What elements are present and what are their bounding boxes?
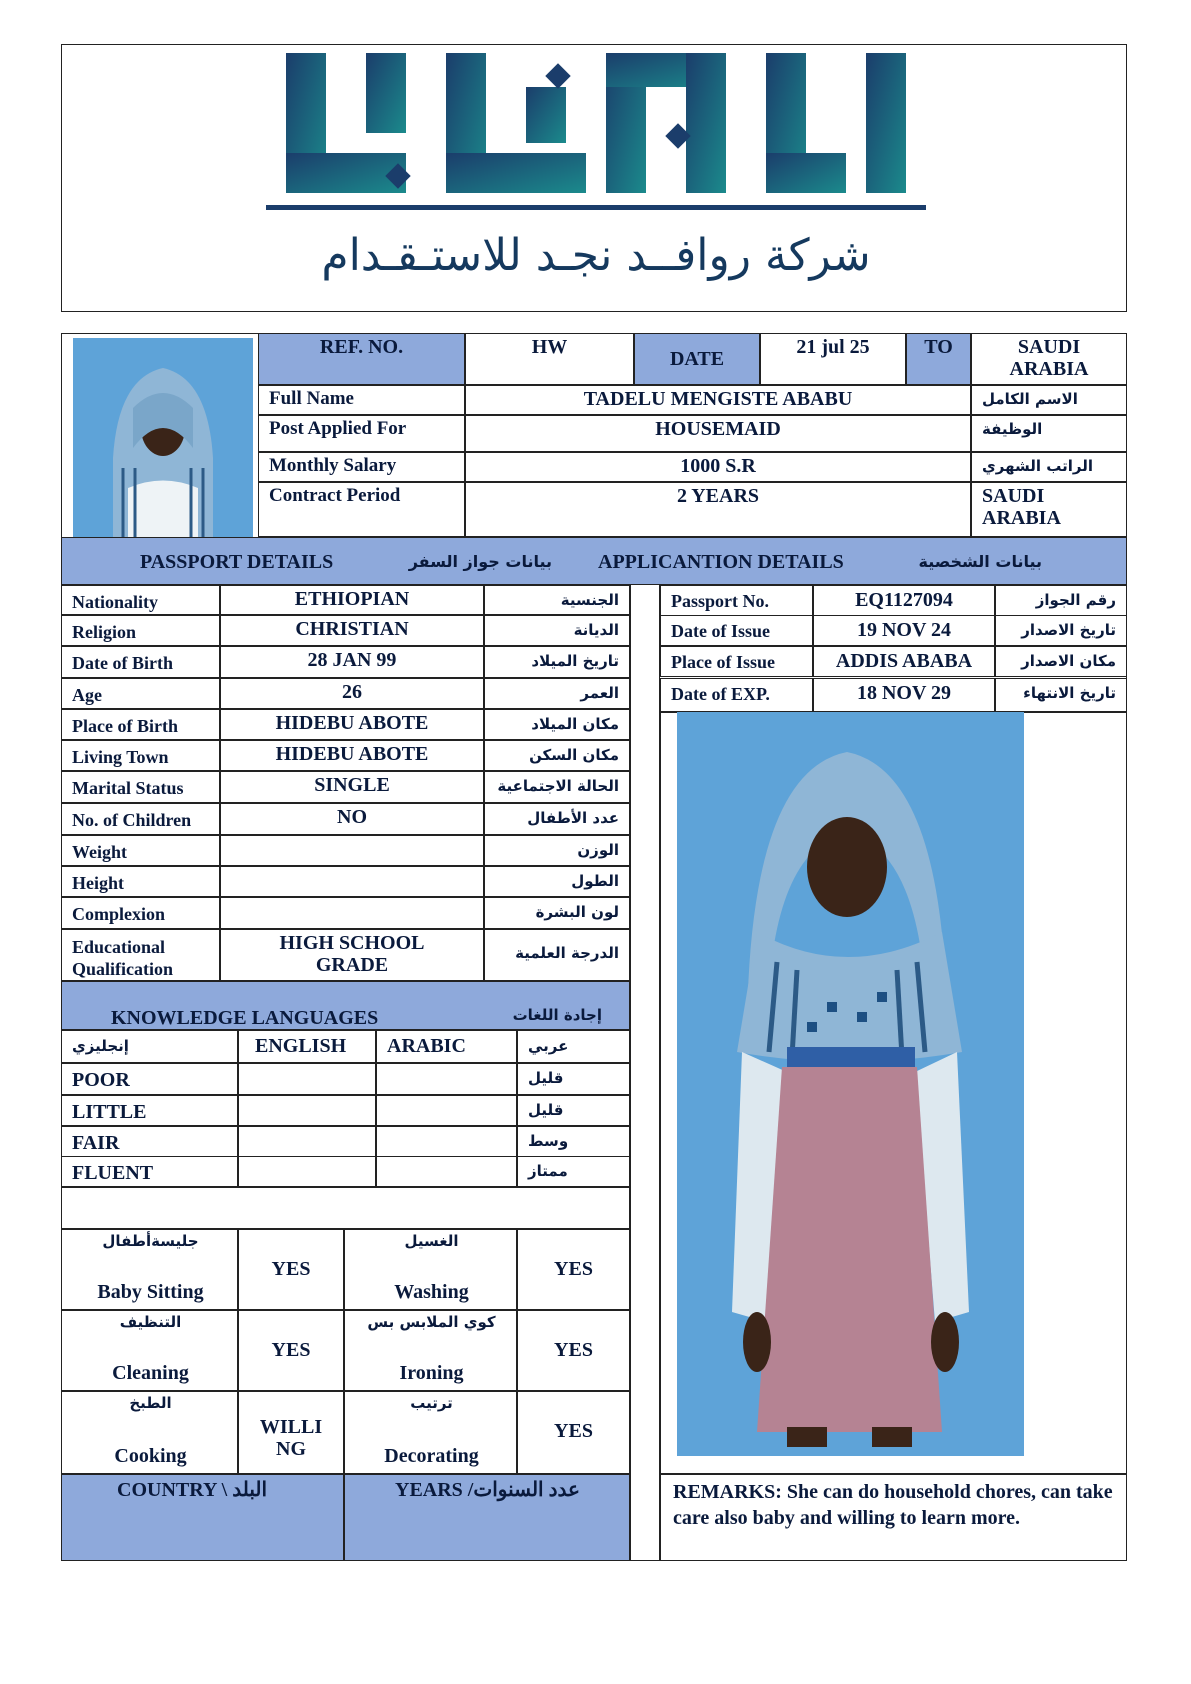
ref-no-label: REF. NO. [258, 333, 465, 385]
personal-label-ar: لون البشرة [484, 897, 630, 929]
personal-label-ar: تاريخ الميلاد [484, 646, 630, 678]
skill-name-ar: كوي الملابس بس [367, 1313, 496, 1331]
languages-title: KNOWLEDGE LANGUAGES [111, 1007, 379, 1029]
languages-heading [61, 981, 630, 1030]
lang-english-cell [238, 1063, 376, 1095]
summary-label-ar: الوظيفة [971, 415, 1127, 452]
application-details-heading: APPLICANTION DETAILS [598, 551, 844, 573]
lang-head-ar-left: إنجليزي [61, 1030, 238, 1063]
lang-arabic-cell [376, 1126, 517, 1157]
personal-value: 26 [220, 678, 484, 709]
personal-value: HIDEBU ABOTE [220, 709, 484, 740]
date-value: 21 jul 25 [760, 333, 906, 385]
personal-label: Place of Birth [61, 709, 220, 740]
personal-label: Religion [61, 615, 220, 646]
personal-label: No. of Children [61, 803, 220, 835]
lang-level-ar: وسط [517, 1126, 630, 1157]
lang-level-ar: ممتاز [517, 1156, 630, 1187]
logo-box [61, 44, 1127, 312]
lang-english-cell [238, 1126, 376, 1157]
lang-head-arabic: ARABIC [376, 1030, 517, 1063]
skill-value: YES [517, 1229, 630, 1310]
personal-label: Nationality [61, 585, 220, 615]
personal-label-ar: مكان السكن [484, 740, 630, 771]
skill-name-ar: التنظيف [119, 1313, 182, 1331]
summary-label: Full Name [258, 385, 465, 415]
summary-label-ar: الراتب الشهري [971, 452, 1127, 482]
skill-value: WILLI NG [238, 1391, 344, 1474]
personal-value: SINGLE [220, 771, 484, 803]
passport-label-ar: رقم الجواز [995, 585, 1127, 616]
lang-level: LITTLE [61, 1095, 238, 1126]
lang-head-ar-right: عربي [517, 1030, 630, 1063]
passport-label: Date of EXP. [660, 678, 813, 712]
summary-label-ar: الاسم الكامل [971, 385, 1127, 415]
personal-label-ar: الدرجة العلمية [484, 929, 630, 981]
skill-name-en: Cooking [114, 1445, 187, 1467]
personal-label: Weight [61, 835, 220, 866]
skill-name-cell [61, 1391, 238, 1474]
skill-name-ar: الطبخ [129, 1394, 172, 1412]
lang-spacer-row [61, 1187, 630, 1229]
passport-label-ar: تاريخ الانتهاء [995, 678, 1127, 712]
lang-arabic-cell [376, 1156, 517, 1187]
personal-value: NO [220, 803, 484, 835]
personal-label-ar: الطول [484, 866, 630, 897]
date-label: DATE [634, 333, 760, 385]
remarks: REMARKS: She can do household chores, can take care also baby and willing to learn more. [660, 1474, 1127, 1561]
lang-head-english: ENGLISH [238, 1030, 376, 1063]
summary-label: Contract Period [258, 482, 465, 537]
skill-value: YES [517, 1310, 630, 1391]
skill-name-cell [61, 1310, 238, 1391]
languages-title-ar: إجادة اللغات [512, 1006, 602, 1024]
passport-value: EQ1127094 [813, 585, 995, 616]
skill-name-cell [344, 1391, 517, 1474]
lang-level: FAIR [61, 1126, 238, 1157]
passport-value: 19 NOV 24 [813, 615, 995, 646]
summary-value: TADELU MENGISTE ABABU [465, 385, 971, 415]
skill-name-ar: الغسيل [404, 1232, 459, 1250]
personal-label: Height [61, 866, 220, 897]
applicant-photo-full [677, 712, 1024, 1456]
personal-value: ETHIOPIAN [220, 585, 484, 615]
passport-value: 18 NOV 29 [813, 678, 995, 712]
lang-level-ar: قليل [517, 1063, 630, 1095]
personal-value: CHRISTIAN [220, 615, 484, 646]
personal-label-ar: الحالة الاجتماعية [484, 771, 630, 803]
column-separator [630, 585, 660, 1561]
experience-years [344, 1474, 630, 1561]
skill-name-cell [61, 1229, 238, 1310]
personal-value [220, 835, 484, 866]
summary-value: 1000 S.R [465, 452, 971, 482]
skill-name-cell [344, 1310, 517, 1391]
section-bar [61, 537, 1127, 585]
personal-label: Complexion [61, 897, 220, 929]
lang-arabic-cell [376, 1095, 517, 1126]
personal-label-ar: الديانة [484, 615, 630, 646]
skill-value: YES [517, 1391, 630, 1474]
personal-value: HIGH SCHOOL GRADE [220, 929, 484, 981]
company-logo-mark [266, 47, 926, 219]
personal-value [220, 866, 484, 897]
skill-value: YES [238, 1310, 344, 1391]
summary-value: HOUSEMAID [465, 415, 971, 452]
lang-english-cell [238, 1095, 376, 1126]
personal-label-ar: العمر [484, 678, 630, 709]
passport-details-heading-ar: بيانات جواز السفر [408, 552, 552, 571]
skill-name-ar: جليسةأطفال [102, 1232, 199, 1250]
personal-label: Marital Status [61, 771, 220, 803]
lang-level-ar: قليل [517, 1095, 630, 1126]
passport-label: Passport No. [660, 585, 813, 616]
applicant-photo-small [73, 338, 253, 538]
years-header: YEARS /عدد السنوات [395, 1479, 580, 1501]
passport-label: Date of Issue [660, 615, 813, 646]
application-details-heading-ar: بيانات الشخصية [918, 552, 1042, 571]
skill-name-cell [344, 1229, 517, 1310]
passport-value: ADDIS ABABA [813, 646, 995, 677]
skill-name-ar: ترتيب [410, 1394, 453, 1412]
passport-label-ar: مكان الاصدار [995, 646, 1127, 677]
ref-no-value: HW [465, 333, 634, 385]
skill-value: YES [238, 1229, 344, 1310]
country-header: COUNTRY \ البلد [117, 1479, 268, 1501]
lang-level: FLUENT [61, 1156, 238, 1187]
personal-label: Date of Birth [61, 646, 220, 678]
experience-country [61, 1474, 344, 1561]
summary-value: 2 YEARS [465, 482, 971, 537]
personal-value [220, 897, 484, 929]
personal-label-ar: عدد الأطفال [484, 803, 630, 835]
summary-label: Monthly Salary [258, 452, 465, 482]
personal-label-ar: الوزن [484, 835, 630, 866]
company-name-arabic: شركة روافــد نجـد للاستـقـدام [321, 230, 871, 281]
personal-label-ar: مكان الميلاد [484, 709, 630, 740]
personal-value: HIDEBU ABOTE [220, 740, 484, 771]
personal-label: Living Town [61, 740, 220, 771]
skill-name-en: Ironing [399, 1362, 464, 1384]
summary-label: Post Applied For [258, 415, 465, 452]
personal-label-ar: الجنسية [484, 585, 630, 615]
personal-label: Educational Qualification [61, 929, 220, 981]
skill-name-en: Cleaning [112, 1362, 189, 1384]
summary-label-ar: SAUDI ARABIA [971, 482, 1127, 537]
passport-details-heading: PASSPORT DETAILS [140, 551, 334, 573]
to-label: TO [906, 333, 971, 385]
passport-label: Place of Issue [660, 646, 813, 677]
skill-name-en: Decorating [384, 1445, 479, 1467]
skill-name-en: Baby Sitting [97, 1281, 204, 1303]
skill-name-en: Washing [394, 1281, 469, 1303]
lang-arabic-cell [376, 1063, 517, 1095]
lang-english-cell [238, 1156, 376, 1187]
lang-level: POOR [61, 1063, 238, 1095]
to-value: SAUDI ARABIA [971, 333, 1127, 385]
personal-label: Age [61, 678, 220, 709]
personal-value: 28 JAN 99 [220, 646, 484, 678]
passport-label-ar: تاريخ الاصدار [995, 615, 1127, 646]
